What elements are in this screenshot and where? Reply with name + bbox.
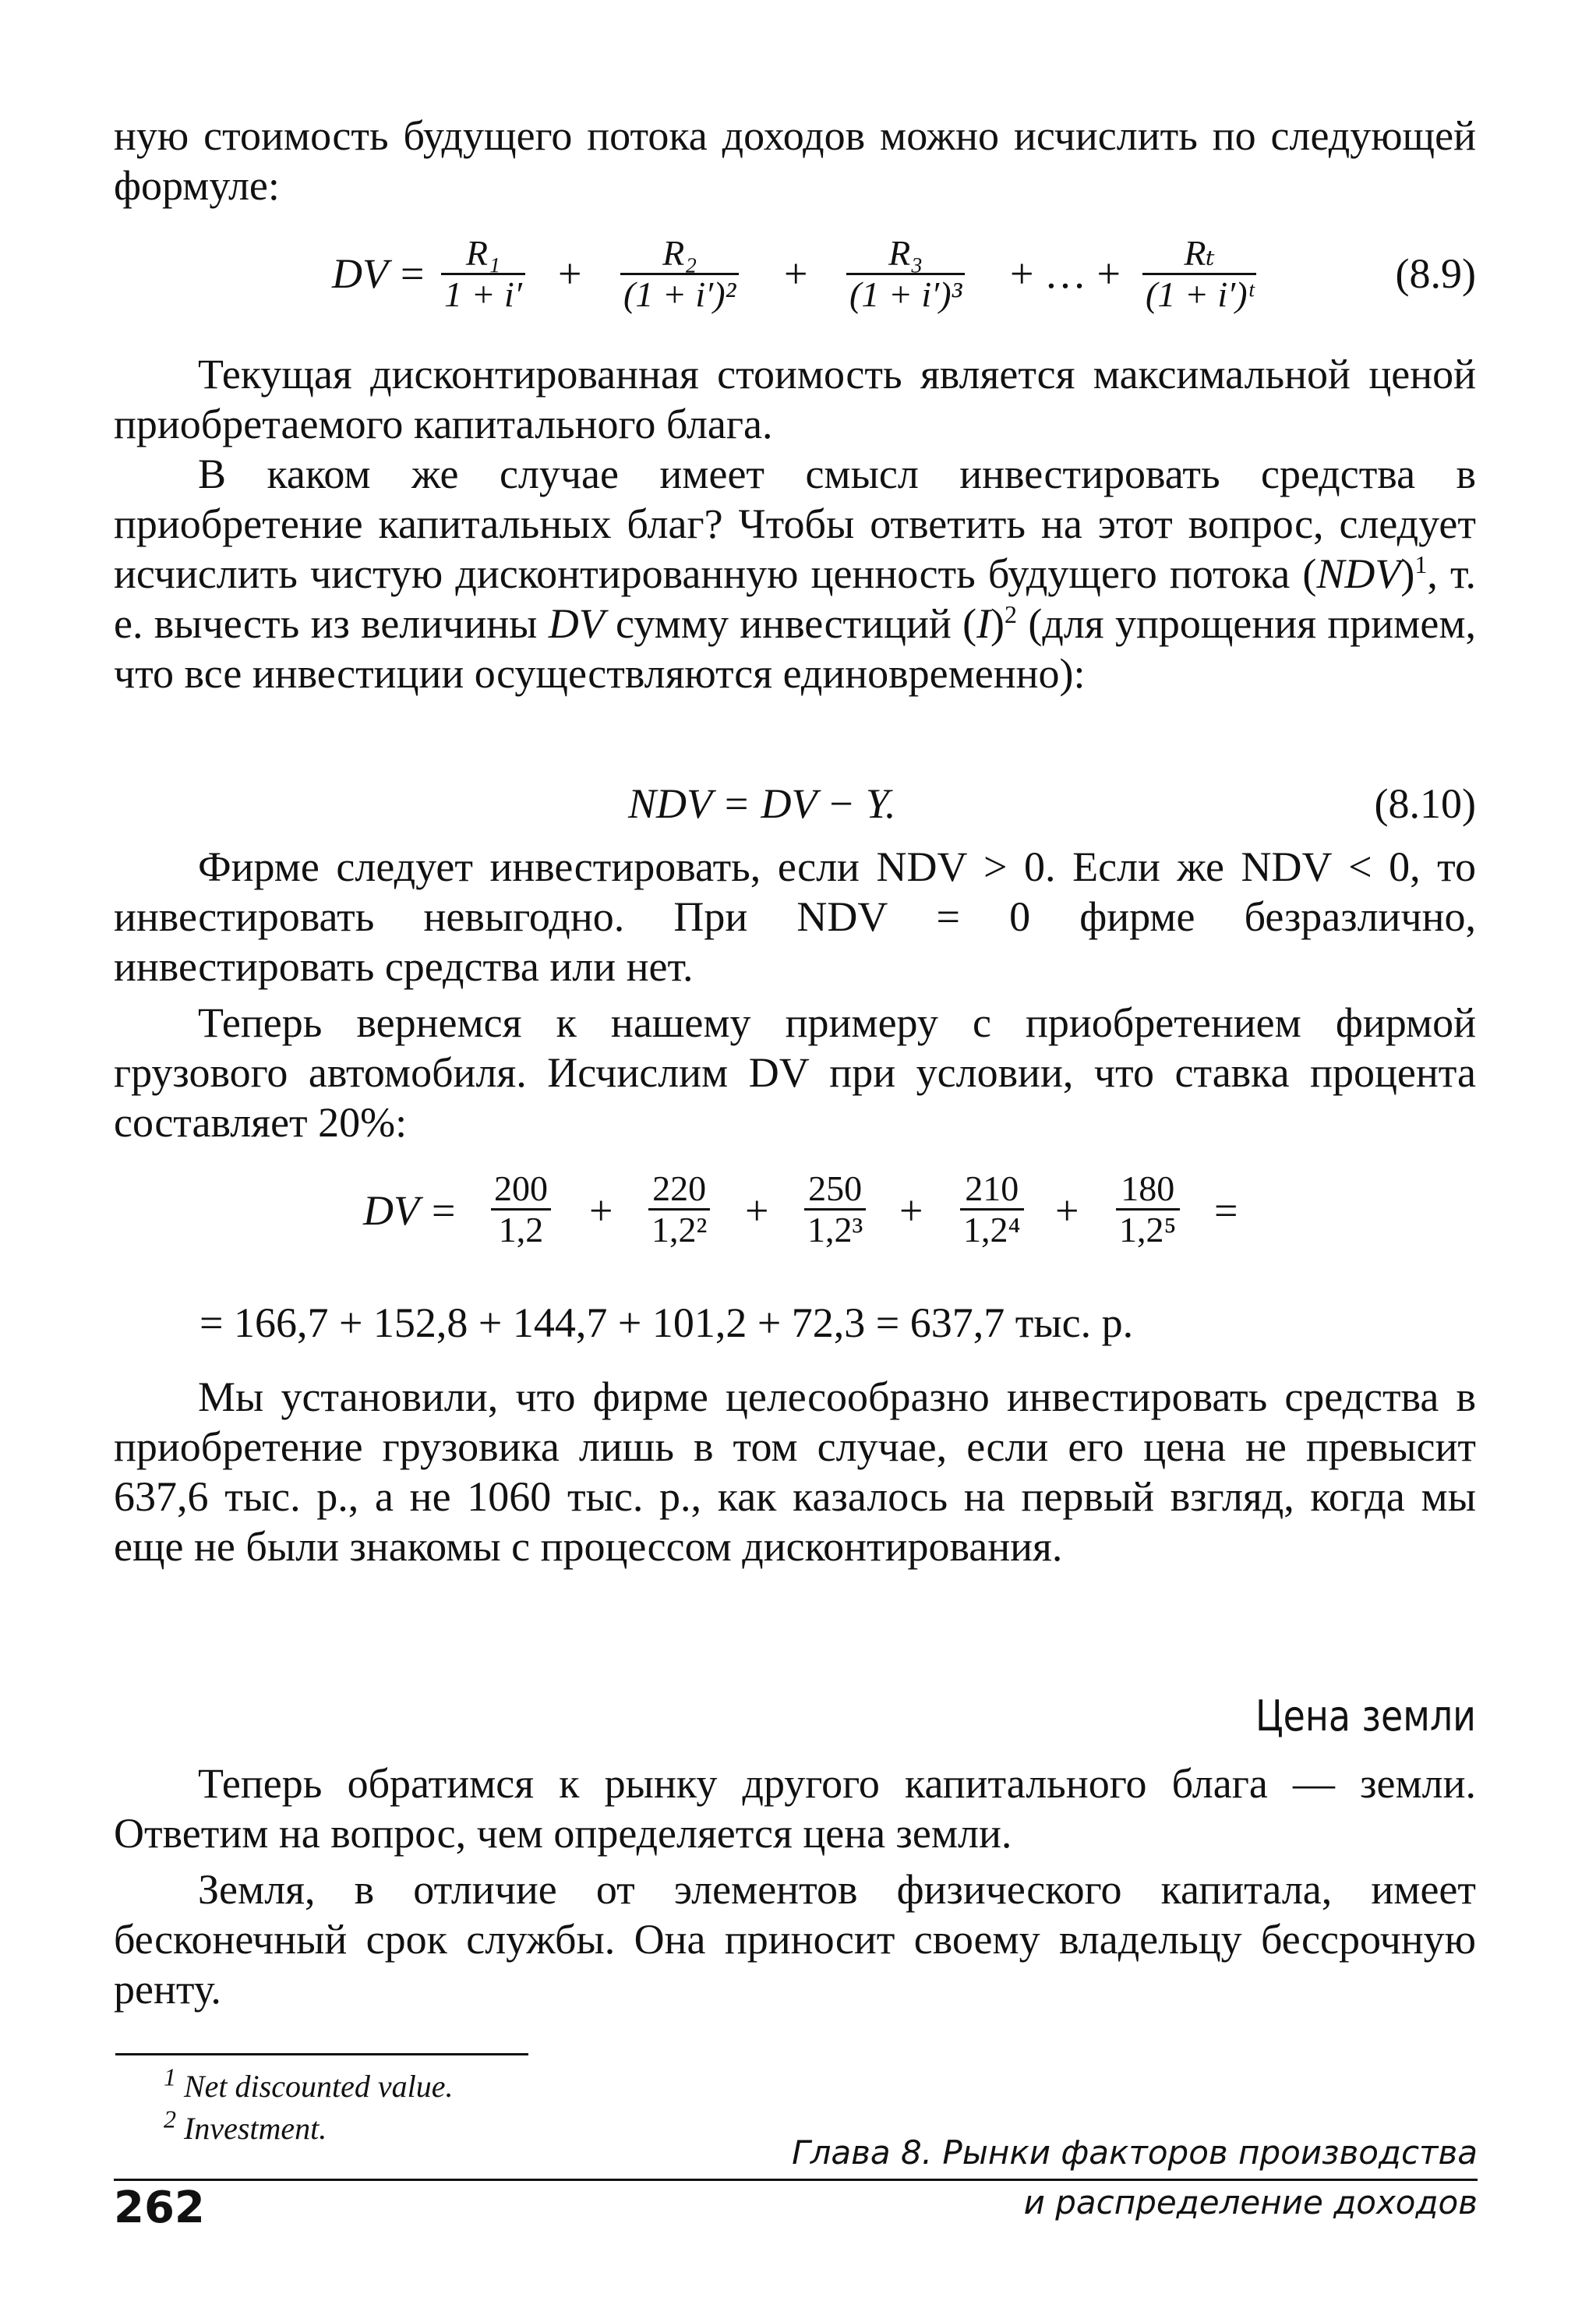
paragraph-7: Земля, в отличие от элементов физического капитала, имеет бесконечный срок службы. Она приносит своему владельцу бессрочную ренту. [114,1866,1476,2013]
page-number: 262 [114,2183,205,2233]
intro-paragraph [114,111,1476,210]
eq810-number: (8.10) [1374,780,1476,827]
eqdv-plus-2: + [745,1187,769,1234]
eqdv-equals: = [1214,1187,1238,1234]
paragraph-3: Фирме следует инвестировать, если NDV > 0. Если же NDV < 0, то инвестировать невыгодно. При NDV = 0 фирме безразлично, инвестировать средства или нет. [114,843,1476,990]
eq89-frac-1: $\frac{\text{R₁}}{1 + i'}$ [441,234,525,314]
footnotes [164,2062,454,2150]
eqdv-plus-4: + [1055,1187,1079,1234]
footer-rule [114,2179,1478,2181]
equation-dv-numeric [114,1169,1476,1278]
intro-text: ную стоимость будущего потока доходов можно исчислить по следующей формуле: [114,112,1476,209]
eqdv-frac-1: $\frac{200}{1,2}$ [491,1169,551,1249]
eq810-formula: NDV = DV − Y. [628,780,896,827]
paragraph-5: Мы установили, что фирме целесообразно инвестировать средства в приобретение грузовика лишь в том случае, если его цена не превысит 637,6 тыс. р., а не 1060 тыс. р., как казалось на первый взгляд, когда мы еще не были знакомы с процессом дисконтирования. [114,1373,1476,1570]
section-heading: Цена земли [1255,1691,1476,1741]
main-text-4 [114,1758,1476,2014]
eqdv-frac-4: $\frac{210}{\text{1,2⁴}}$ [960,1169,1024,1249]
main-text-1 [114,349,1476,698]
eqdv-lhs: DV = [363,1187,457,1234]
paragraph-2: В каком же случае имеет смысл инвестировать средства в приобретение капитальных благ? Чтобы ответить на этот вопрос, следует исчислить чистую дисконтированную ценность будущего потока (NDV)$^1$, т. е. вычесть из величины DV сумму инвестиций $(I)^2$ (для упрощения примем, что все инвестиции осуществляются единовременно): [114,451,1476,697]
eq89-plus-1: + [558,250,582,297]
eqdv-plus-3: + [899,1187,923,1234]
main-text-2 [114,842,1476,1147]
footnote-ref-1: 1 [1414,550,1428,578]
eq89-frac-2: $\frac{\text{R₂}}{\text{(1 + i′)²}}$ [620,234,739,314]
equation-8-10 [114,779,1476,834]
running-head-line-1: Глава 8. Рынки факторов производства [792,2133,1478,2172]
eq89-number: (8.9) [1395,250,1476,297]
eqdv-plus-1: + [589,1187,613,1234]
running-head-line-2: и распределение доходов [1023,2183,1478,2221]
paragraph-6: Теперь обратимся к рынку другого капитального блага — земли. Ответим на вопрос, чем определяется цена земли. [114,1760,1476,1857]
running-head [792,2128,1478,2228]
footnote-1: $^1$ Net discounted value. [164,2062,454,2104]
main-text-3 [114,1372,1476,1571]
footnote-ref-2: 2 [1005,600,1018,628]
eq89-lhs: DV = [332,250,426,297]
paragraph-4: Теперь вернемся к нашему примеру с приобретением фирмой грузового автомобиля. Исчислим DV при условии, что ставка процента составляет 20%: [114,999,1476,1146]
eq89-dots: + … + [1010,250,1121,297]
eq89-frac-3: $\frac{\text{R₃}}{\text{(1 + i′)³}}$ [846,234,965,314]
footnote-rule [115,2053,528,2055]
equation-8-9 [114,234,1476,343]
eq89-plus-2: + [784,250,808,297]
eqsum-text: = 166,7 + 152,8 + 144,7 + 101,2 + 72,3 = 637,7 тыс. р. [200,1299,1134,1346]
eqdv-frac-2: $\frac{220}{\text{1,2²}}$ [648,1169,710,1249]
eq89-frac-t: $\frac{\text{Rₜ}}{\text{(1 + i′)ᵗ}}$ [1142,234,1256,314]
paragraph-1: Текущая дисконтированная стоимость является максимальной ценой приобретаемого капитального блага. [114,351,1476,447]
eqdv-frac-5: $\frac{180}{\text{1,2⁵}}$ [1116,1169,1180,1249]
equation-sum [114,1299,1476,1353]
footnote-2: $^2$ Investment. [164,2105,327,2146]
eqdv-frac-3: $\frac{250}{\text{1,2³}}$ [804,1169,866,1249]
